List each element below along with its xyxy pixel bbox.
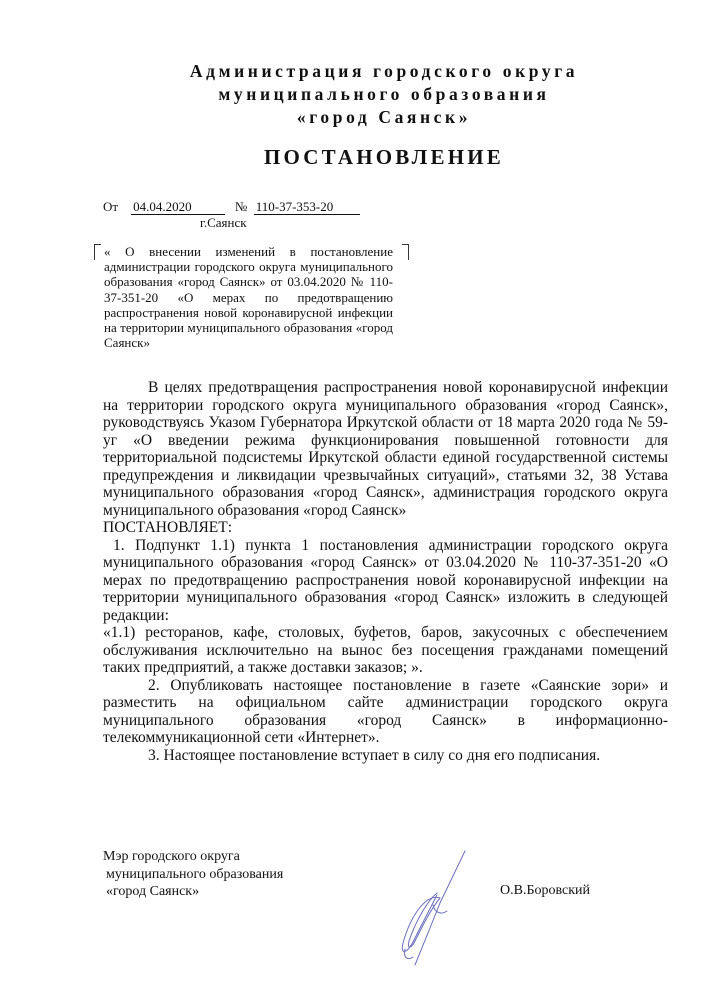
subject-text: « О внесении изменений в постановление администрации городского округа муниципального образования «город Саянск» от 03.04.2020 № 110-37-351-20 «О мерах по предотвращению распространения новой коронавирусной инфекции на территории муниципального образования «город Саянск» bbox=[104, 244, 393, 351]
item-2-paragraph: 2. Опубликовать настоящее постановление в газете «Саянские зори» и разместить на официальном сайте администрации городского округа муниципального образования «город Саянск» в информационно-телекоммуникационной сети «Интернет». bbox=[103, 676, 668, 746]
item-3-paragraph: 3. Настоящее постановление вступает в силу со дня его подписания. bbox=[148, 746, 601, 764]
org-line: «город Саянск» bbox=[296, 107, 472, 127]
number-label: № bbox=[234, 199, 248, 214]
document-number: 110-37-353-20 bbox=[254, 199, 360, 215]
bracket-right-icon bbox=[402, 244, 409, 260]
bracket-left-icon bbox=[94, 244, 101, 260]
position-line: муниципального образования bbox=[106, 866, 284, 882]
handwritten-signature-icon bbox=[385, 843, 475, 968]
item-1-quote: «1.1) ресторанов, кафе, столовых, буфетов, баров, закусочных с обеспечением обслуживания исключительно на вынос без посещения гражданами помещений таких предприятий, а также доставки заказов; ». bbox=[103, 624, 668, 676]
document-title: ПОСТАНОВЛЕНИЕ bbox=[263, 145, 505, 169]
org-line: муниципального образования bbox=[218, 84, 550, 104]
item-1-paragraph: 1. Подпункт 1.1) пункта 1 постановления администрации городского округа муниципального образования «город Саянск» от 03.04.2020 № 110-37-351-20 «О мерах по предотвращению распространения новой коронавирусной инфекции на территории муниципального образования «город Саянск» изложить в следующей редакции: bbox=[103, 536, 668, 624]
document-subject bbox=[104, 244, 393, 350]
from-label: От bbox=[103, 199, 119, 214]
org-line: Администрация городского округа bbox=[189, 61, 579, 81]
document-meta bbox=[103, 199, 360, 230]
document-body bbox=[103, 379, 668, 764]
document-city: г.Саянск bbox=[200, 215, 247, 230]
position-line: «город Саянск» bbox=[106, 884, 200, 899]
document-date: 04.04.2020 bbox=[131, 199, 225, 215]
resolves-heading: ПОСТАНОВЛЯЕТ: bbox=[103, 519, 233, 536]
preamble-paragraph: В целях предотвращения распространения новой коронавирусной инфекции на территории городского округа муниципального образования «город Саянск», руководствуясь Указом Губернатора Иркутской области от 18 марта 2020 года № 59-уг «О введении режима функционирования повышенной готовности для территориальной подсистемы Иркутской области единой государственной системы предупреждения и ликвидации чрезвычайных ситуаций», статьями 32, 38 Устава муниципального образования «город Саянск», администрация городского округа муниципального образования «город Саянск» bbox=[103, 379, 668, 519]
signatory-name: О.В.Боровский bbox=[500, 883, 591, 898]
organization-header bbox=[0, 60, 720, 129]
position-line: Мэр городского округа bbox=[103, 849, 240, 864]
signatory-position bbox=[103, 848, 283, 901]
